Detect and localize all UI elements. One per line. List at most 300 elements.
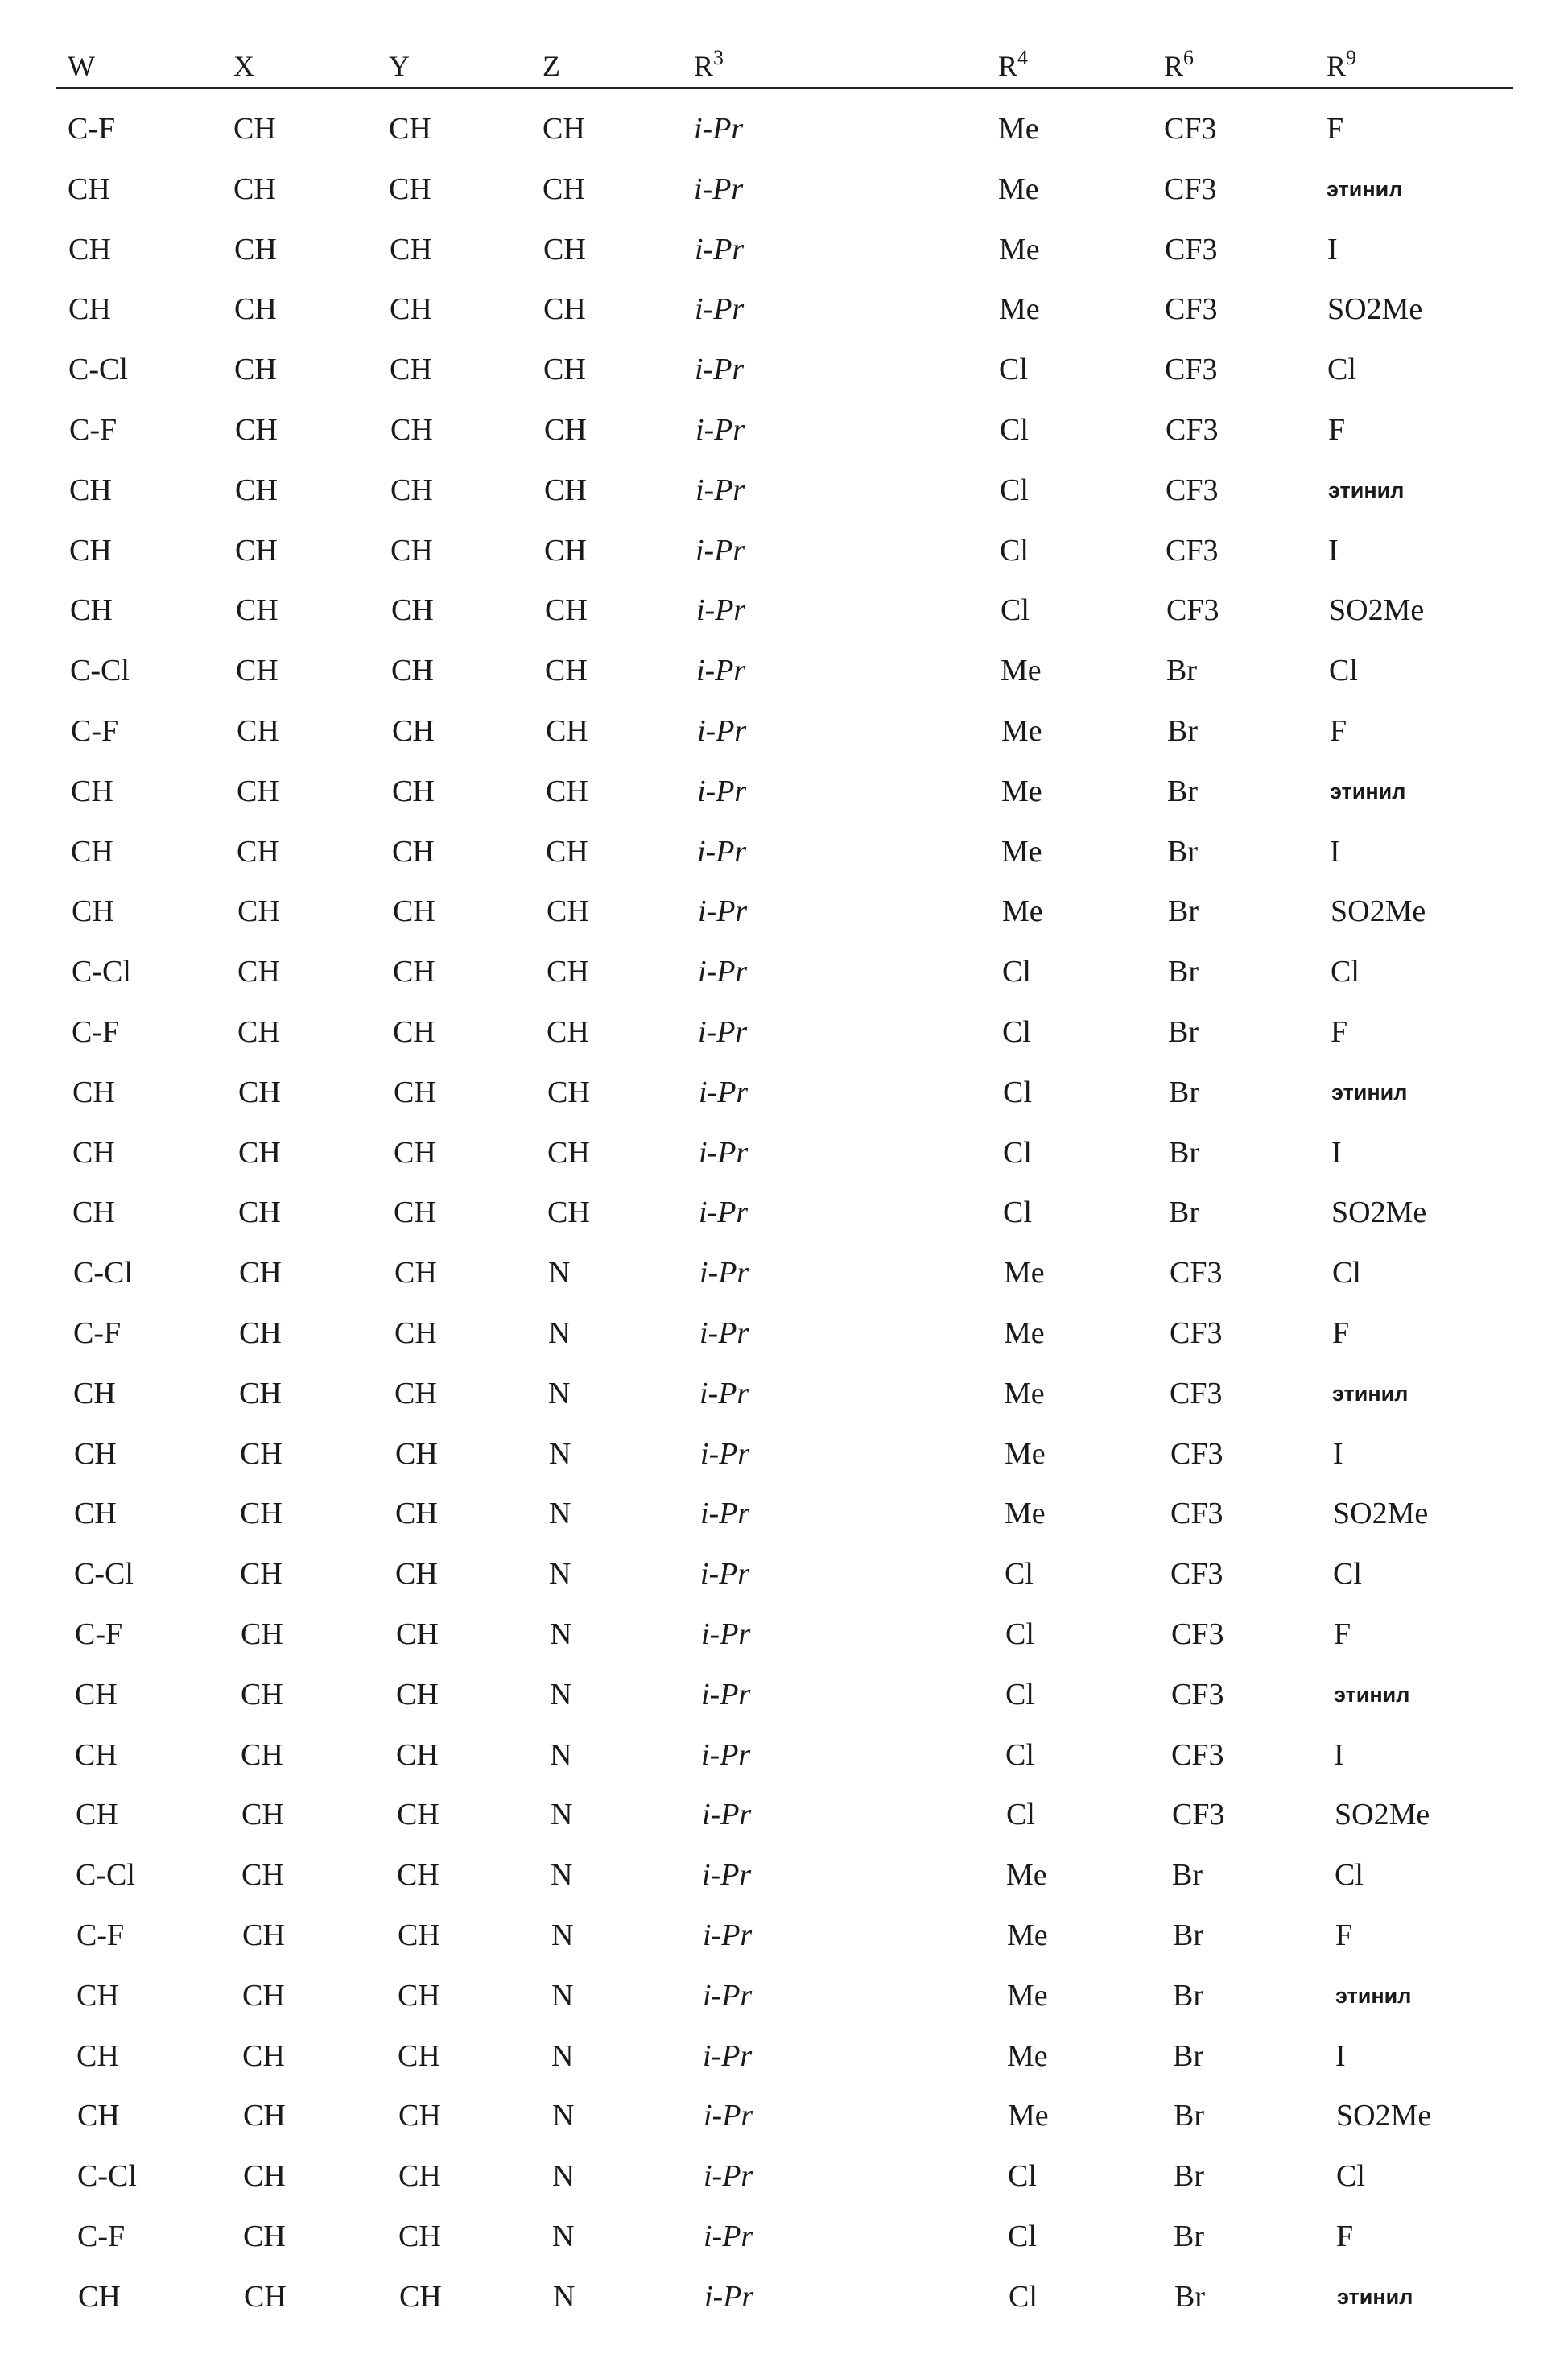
cell-x: CH [241, 1731, 283, 1779]
table-row [0, 1610, 1568, 1658]
cell-w: CH [70, 586, 113, 634]
cell-y: CH [393, 1008, 435, 1056]
cell-r9: Cl [1333, 1550, 1362, 1598]
cell-r4: Me [1001, 767, 1042, 816]
cell-r3: i-Pr [699, 1129, 748, 1177]
cell-r9: F [1336, 2212, 1353, 2261]
cell-r4: Me [1004, 1369, 1045, 1418]
cell-r4: Cl [1005, 1731, 1034, 1779]
cell-r4: Me [1002, 887, 1043, 935]
cell-r9: этинил [1332, 1369, 1408, 1418]
cell-r3: i-Pr [697, 707, 746, 755]
cell-r3: i-Pr [696, 646, 745, 695]
cell-r6: CF3 [1170, 1369, 1222, 1418]
cell-r4: Cl [1001, 586, 1030, 634]
cell-r3: i-Pr [694, 105, 743, 153]
cell-y: CH [398, 2152, 441, 2200]
column-header-r6: R6 [1164, 42, 1194, 90]
cell-w: CH [68, 285, 111, 333]
cell-y: CH [395, 1550, 438, 1598]
cell-w: C-F [72, 1008, 119, 1056]
table-row [0, 2032, 1568, 2080]
cell-z: N [551, 1790, 572, 1839]
cell-r4: Cl [1002, 948, 1031, 996]
cell-z: CH [543, 105, 585, 153]
cell-r6: CF3 [1170, 1309, 1222, 1357]
cell-x: CH [237, 948, 280, 996]
cell-r3: i-Pr [698, 948, 747, 996]
cell-w: CH [78, 2273, 121, 2321]
cell-z: N [552, 2092, 574, 2140]
cell-r3: i-Pr [701, 1670, 750, 1719]
column-header-z: Z [543, 42, 560, 90]
cell-r3: i-Pr [703, 2032, 752, 2080]
cell-r6: CF3 [1166, 526, 1218, 575]
cell-r6: Br [1167, 767, 1198, 816]
cell-r4: Cl [1008, 2212, 1037, 2261]
cell-y: CH [392, 767, 435, 816]
cell-x: CH [238, 1068, 281, 1117]
cell-r6: Br [1167, 828, 1198, 876]
cell-x: CH [240, 1550, 283, 1598]
table-row [0, 1911, 1568, 1959]
cell-w: C-Cl [68, 345, 128, 394]
cell-r6: Br [1174, 2273, 1205, 2321]
cell-r3: i-Pr [699, 1369, 749, 1418]
cell-r3: i-Pr [704, 2152, 753, 2200]
cell-r3: i-Pr [699, 1068, 748, 1117]
cell-r6: Br [1169, 1129, 1199, 1177]
cell-x: CH [238, 1129, 281, 1177]
table-row [0, 1008, 1568, 1056]
cell-r9: I [1327, 225, 1338, 274]
cell-r4: Me [1005, 1430, 1046, 1478]
cell-w: C-Cl [73, 1249, 133, 1297]
cell-z: CH [547, 1188, 590, 1237]
cell-r3: i-Pr [695, 345, 744, 394]
cell-w: CH [71, 828, 113, 876]
cell-w: CH [75, 1731, 118, 1779]
cell-r9: Cl [1335, 1851, 1364, 1899]
cell-z: N [550, 1731, 571, 1779]
cell-r3: i-Pr [695, 406, 745, 454]
cell-y: CH [389, 165, 431, 213]
column-header-r4: R4 [998, 42, 1028, 90]
cell-y: CH [396, 1610, 439, 1658]
cell-y: CH [397, 1851, 439, 1899]
cell-w: C-F [71, 707, 118, 755]
cell-r4: Me [1007, 2032, 1048, 2080]
cell-w: CH [76, 1972, 119, 2020]
cell-r4: Cl [1000, 526, 1029, 575]
cell-x: CH [236, 586, 279, 634]
cell-r9: SO2Me [1331, 887, 1426, 935]
cell-r6: CF3 [1170, 1550, 1223, 1598]
cell-r9: SO2Me [1329, 586, 1424, 634]
cell-y: CH [391, 646, 434, 695]
cell-r9: F [1334, 1610, 1351, 1658]
cell-w: C-Cl [74, 1550, 134, 1598]
cell-x: CH [234, 285, 277, 333]
table-row [0, 466, 1568, 514]
cell-z: N [549, 1489, 571, 1538]
cell-z: CH [546, 828, 588, 876]
cell-x: CH [236, 646, 279, 695]
cell-r4: Me [998, 105, 1039, 153]
cell-x: CH [243, 2152, 286, 2200]
cell-x: CH [237, 828, 279, 876]
table-row [0, 2212, 1568, 2261]
table-row [0, 1731, 1568, 1779]
table-header [0, 42, 1568, 90]
cell-y: CH [390, 406, 433, 454]
cell-r4: Me [1007, 1972, 1048, 2020]
cell-r9: SO2Me [1331, 1188, 1426, 1237]
cell-r4: Me [998, 165, 1039, 213]
cell-r4: Cl [1005, 1550, 1034, 1598]
cell-r6: CF3 [1171, 1610, 1223, 1658]
cell-r6: Br [1174, 2212, 1204, 2261]
table-row [0, 1851, 1568, 1899]
cell-r3: i-Pr [697, 767, 746, 816]
cell-w: C-F [77, 2212, 125, 2261]
cell-z: N [553, 2273, 575, 2321]
cell-r3: i-Pr [700, 1430, 749, 1478]
cell-r3: i-Pr [694, 165, 743, 213]
cell-y: CH [398, 2092, 441, 2140]
cell-r4: Cl [1000, 466, 1029, 514]
cell-r4: Me [1001, 707, 1042, 755]
cell-y: CH [394, 1188, 436, 1237]
cell-r9: F [1327, 105, 1343, 153]
cell-w: C-F [73, 1309, 121, 1357]
cell-w: CH [72, 1068, 115, 1117]
cell-x: CH [240, 1430, 283, 1478]
table-row [0, 1489, 1568, 1538]
cell-r9: I [1330, 828, 1340, 876]
cell-w: CH [72, 887, 114, 935]
cell-z: CH [545, 586, 588, 634]
table-row [0, 1790, 1568, 1839]
cell-z: N [552, 2152, 574, 2200]
cell-r9: Cl [1331, 948, 1360, 996]
cell-x: CH [239, 1369, 282, 1418]
cell-r9: этинил [1327, 165, 1402, 213]
cell-r4: Cl [1003, 1188, 1032, 1237]
cell-z: CH [543, 285, 586, 333]
cell-y: CH [395, 1430, 438, 1478]
cell-r4: Me [999, 285, 1040, 333]
cell-w: C-F [76, 1911, 124, 1959]
cell-w: C-Cl [72, 948, 131, 996]
cell-r6: Br [1169, 1068, 1199, 1117]
cell-r9: SO2Me [1333, 1489, 1428, 1538]
table-row [0, 828, 1568, 876]
cell-r9: F [1331, 1008, 1347, 1056]
cell-z: CH [547, 1008, 589, 1056]
table-row [0, 1369, 1568, 1418]
cell-r6: CF3 [1166, 406, 1218, 454]
cell-y: CH [390, 526, 433, 575]
cell-r3: i-Pr [695, 225, 744, 274]
cell-w: CH [69, 526, 112, 575]
cell-x: CH [234, 345, 277, 394]
table-row [0, 1430, 1568, 1478]
cell-x: CH [235, 406, 278, 454]
cell-r4: Me [999, 225, 1040, 274]
cell-y: CH [398, 1911, 440, 1959]
cell-r9: F [1332, 1309, 1349, 1357]
cell-x: CH [241, 1610, 283, 1658]
cell-x: CH [241, 1790, 284, 1839]
cell-x: CH [240, 1489, 283, 1538]
cell-r6: Br [1168, 887, 1199, 935]
cell-r3: i-Pr [703, 1911, 752, 1959]
cell-r4: Cl [1005, 1670, 1034, 1719]
cell-x: CH [242, 1972, 285, 2020]
cell-x: CH [241, 1670, 283, 1719]
table-row [0, 948, 1568, 996]
cell-r4: Cl [1005, 1610, 1034, 1658]
table-row [0, 1670, 1568, 1719]
cell-y: CH [390, 466, 433, 514]
table-row [0, 2152, 1568, 2200]
cell-w: C-F [75, 1610, 122, 1658]
cell-y: CH [394, 1309, 437, 1357]
table-row [0, 646, 1568, 695]
cell-w: CH [76, 1790, 118, 1839]
cell-z: N [551, 1851, 572, 1899]
cell-r6: Br [1167, 707, 1198, 755]
cell-r3: i-Pr [703, 1972, 752, 2020]
table-row [0, 1972, 1568, 2020]
cell-r3: i-Pr [699, 1309, 749, 1357]
cell-r4: Me [1005, 1489, 1046, 1538]
cell-x: CH [234, 225, 277, 274]
cell-y: CH [396, 1731, 439, 1779]
table-row [0, 105, 1568, 153]
cell-r6: Br [1172, 1851, 1203, 1899]
cell-w: C-Cl [77, 2152, 137, 2200]
cell-r4: Me [1008, 2092, 1049, 2140]
cell-r3: i-Pr [695, 526, 745, 575]
cell-y: CH [390, 225, 432, 274]
cell-x: CH [237, 707, 279, 755]
cell-r9: F [1335, 1911, 1352, 1959]
cell-r4: Cl [1000, 406, 1029, 454]
cell-r6: CF3 [1170, 1489, 1223, 1538]
table-row [0, 887, 1568, 935]
cell-z: N [548, 1369, 570, 1418]
cell-w: C-Cl [76, 1851, 135, 1899]
cell-x: CH [238, 1188, 281, 1237]
cell-r9: этинил [1337, 2273, 1413, 2321]
cell-r3: i-Pr [700, 1489, 749, 1538]
cell-r9: Cl [1329, 646, 1358, 695]
cell-r6: CF3 [1165, 345, 1217, 394]
cell-r9: I [1328, 526, 1339, 575]
cell-r6: Br [1169, 1188, 1199, 1237]
cell-r6: Br [1174, 2152, 1204, 2200]
cell-r9: этинил [1334, 1670, 1409, 1719]
cell-z: N [552, 2212, 574, 2261]
cell-w: CH [77, 2092, 120, 2140]
cell-w: C-F [68, 105, 115, 153]
cell-z: N [551, 1972, 573, 2020]
cell-y: CH [394, 1369, 437, 1418]
cell-r4: Cl [1003, 1129, 1032, 1177]
cell-r6: CF3 [1170, 1249, 1222, 1297]
cell-w: CH [74, 1489, 117, 1538]
cell-z: CH [544, 526, 587, 575]
table-row [0, 225, 1568, 274]
cell-r9: SO2Me [1335, 1790, 1430, 1839]
column-header-y: Y [389, 42, 410, 90]
cell-r9: этинил [1330, 767, 1405, 816]
cell-r9: SO2Me [1327, 285, 1422, 333]
cell-r3: i-Pr [697, 828, 746, 876]
cell-x: CH [239, 1249, 282, 1297]
table-row [0, 586, 1568, 634]
cell-w: CH [74, 1430, 117, 1478]
cell-r3: i-Pr [698, 887, 747, 935]
cell-r3: i-Pr [696, 586, 745, 634]
cell-r6: Br [1168, 948, 1199, 996]
column-header-x: X [233, 42, 254, 90]
cell-r3: i-Pr [701, 1610, 750, 1658]
cell-x: CH [243, 2092, 286, 2140]
table-row [0, 165, 1568, 213]
cell-y: CH [394, 1068, 436, 1117]
cell-r6: CF3 [1171, 1670, 1223, 1719]
table-row [0, 1129, 1568, 1177]
cell-y: CH [398, 1972, 440, 2020]
cell-w: CH [76, 2032, 119, 2080]
cell-w: CH [72, 1129, 115, 1177]
cell-x: CH [242, 1911, 285, 1959]
cell-r6: CF3 [1166, 586, 1219, 634]
cell-y: CH [398, 2032, 440, 2080]
table-row [0, 707, 1568, 755]
cell-x: CH [241, 1851, 284, 1899]
cell-y: CH [397, 1790, 439, 1839]
cell-r4: Cl [1006, 1790, 1035, 1839]
cell-z: CH [547, 948, 589, 996]
cell-r6: CF3 [1171, 1731, 1223, 1779]
cell-r4: Cl [1003, 1068, 1032, 1117]
cell-x: CH [235, 526, 278, 575]
table-row [0, 767, 1568, 816]
cell-r4: Cl [1008, 2152, 1037, 2200]
cell-r6: CF3 [1164, 105, 1216, 153]
cell-y: CH [393, 887, 435, 935]
cell-r9: Cl [1336, 2152, 1365, 2200]
cell-r9: I [1333, 1430, 1343, 1478]
cell-r3: i-Pr [702, 1851, 751, 1899]
cell-y: CH [391, 586, 434, 634]
table-row [0, 1188, 1568, 1237]
cell-z: N [550, 1610, 571, 1658]
cell-x: CH [233, 165, 276, 213]
cell-z: CH [547, 887, 589, 935]
cell-x: CH [235, 466, 278, 514]
table-row [0, 2092, 1568, 2140]
cell-z: N [548, 1249, 570, 1297]
cell-r6: Br [1173, 2032, 1203, 2080]
table-row [0, 285, 1568, 333]
cell-r4: Me [1001, 646, 1042, 695]
cell-r6: Br [1166, 646, 1197, 695]
cell-z: CH [547, 1129, 590, 1177]
cell-r9: этинил [1335, 1972, 1411, 2020]
cell-r3: i-Pr [704, 2212, 753, 2261]
table-row [0, 345, 1568, 394]
table-row [0, 1249, 1568, 1297]
cell-r6: Br [1173, 1972, 1203, 2020]
cell-x: CH [242, 2032, 285, 2080]
cell-y: CH [390, 345, 432, 394]
cell-y: CH [394, 1249, 437, 1297]
cell-r3: i-Pr [704, 2273, 753, 2321]
cell-x: CH [237, 767, 279, 816]
cell-x: CH [237, 1008, 280, 1056]
cell-z: CH [544, 466, 587, 514]
cell-r6: CF3 [1170, 1430, 1223, 1478]
cell-r6: Br [1173, 1911, 1203, 1959]
cell-y: CH [392, 707, 435, 755]
cell-r9: F [1328, 406, 1345, 454]
cell-r3: i-Pr [698, 1008, 747, 1056]
cell-w: CH [75, 1670, 118, 1719]
cell-r4: Me [1004, 1309, 1045, 1357]
cell-r3: i-Pr [699, 1188, 748, 1237]
cell-x: CH [237, 887, 280, 935]
cell-r3: i-Pr [702, 1790, 751, 1839]
cell-r9: I [1331, 1129, 1342, 1177]
cell-r4: Me [1004, 1249, 1045, 1297]
cell-y: CH [393, 948, 435, 996]
cell-w: CH [71, 767, 113, 816]
cell-r6: CF3 [1165, 225, 1217, 274]
cell-y: CH [396, 1670, 439, 1719]
cell-r9: этинил [1328, 466, 1404, 514]
header-rule [56, 87, 1513, 89]
cell-x: CH [243, 2212, 286, 2261]
cell-z: CH [545, 646, 588, 695]
cell-w: C-Cl [70, 646, 130, 695]
cell-w: CH [68, 225, 111, 274]
cell-r9: I [1335, 2032, 1346, 2080]
table-row [0, 526, 1568, 575]
table-row [0, 1068, 1568, 1117]
cell-r4: Cl [1009, 2273, 1038, 2321]
cell-x: CH [244, 2273, 287, 2321]
column-header-r3: R3 [694, 42, 724, 90]
cell-z: N [551, 1911, 573, 1959]
cell-z: N [548, 1309, 570, 1357]
cell-w: CH [68, 165, 110, 213]
cell-r4: Me [1001, 828, 1042, 876]
cell-z: CH [543, 345, 586, 394]
cell-w: CH [73, 1369, 116, 1418]
cell-r9: F [1330, 707, 1347, 755]
cell-r9: I [1334, 1731, 1344, 1779]
cell-r9: Cl [1327, 345, 1356, 394]
cell-w: CH [72, 1188, 115, 1237]
cell-r3: i-Pr [695, 285, 744, 333]
cell-z: N [549, 1430, 571, 1478]
cell-x: CH [233, 105, 276, 153]
